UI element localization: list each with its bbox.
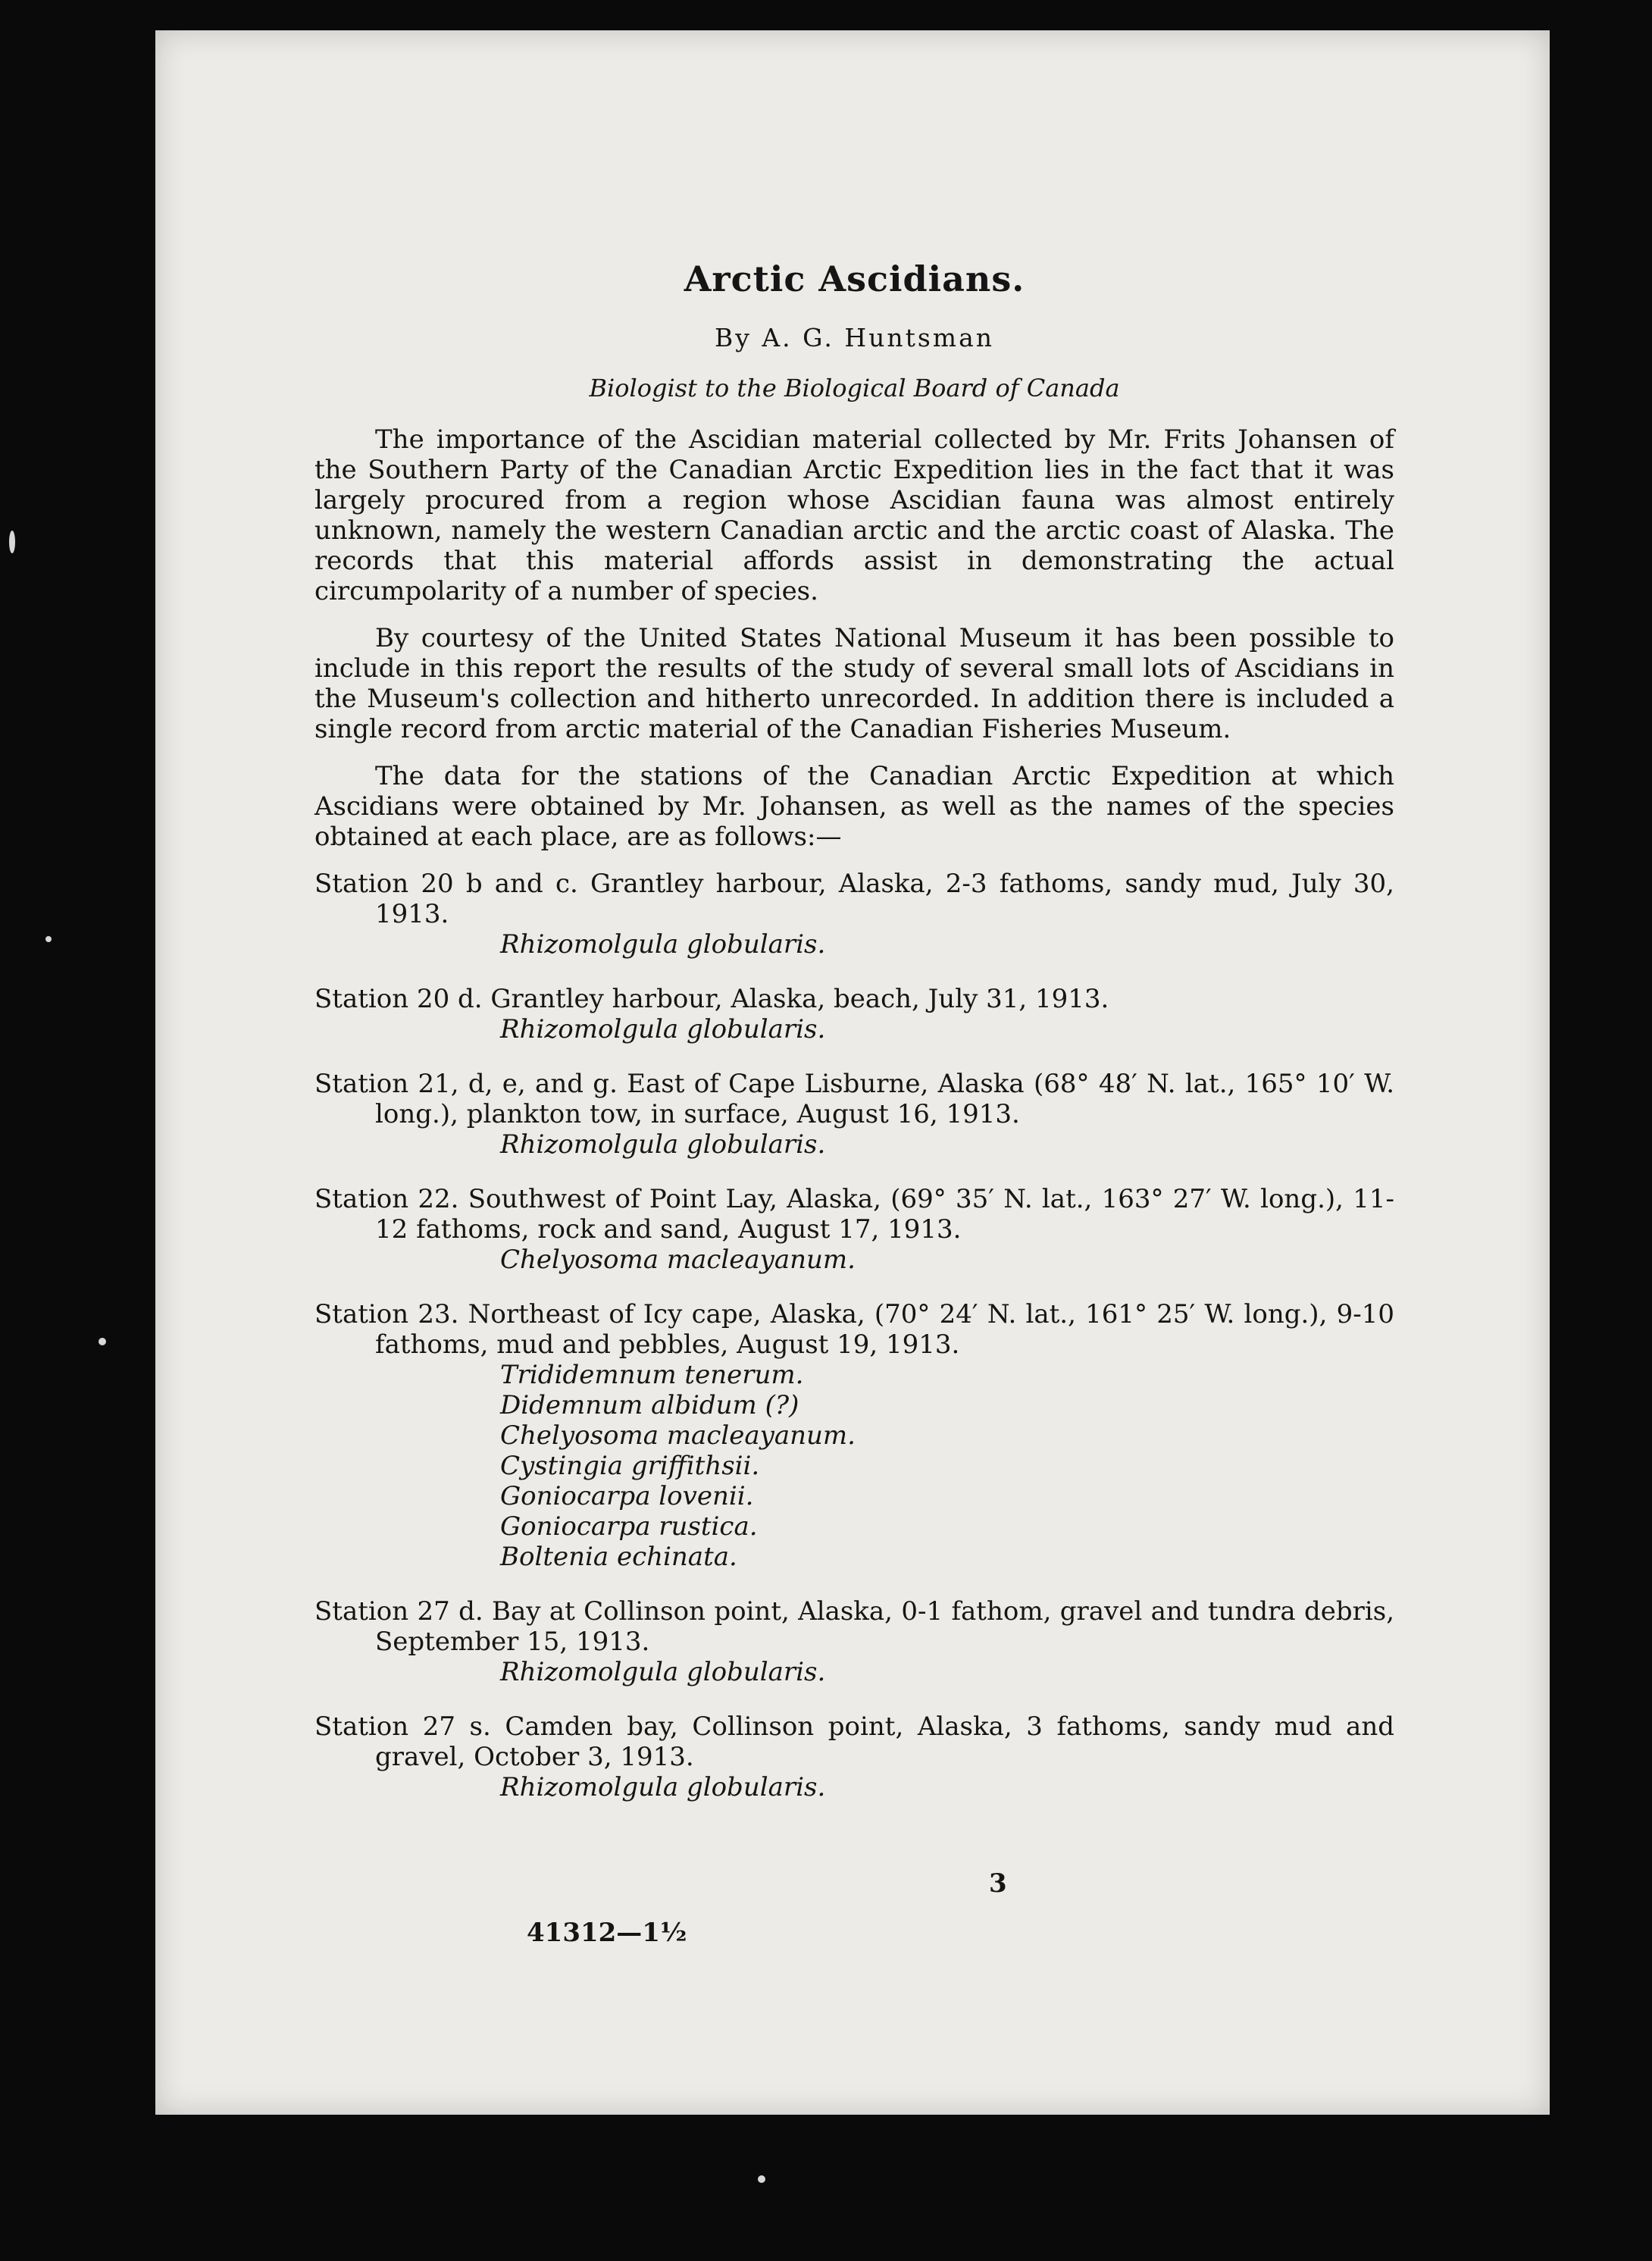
station-entry	[314, 984, 1394, 1044]
species-name: Boltenia echinata.	[500, 1542, 737, 1572]
species-name: Goniocarpa lovenii.	[500, 1481, 754, 1511]
station-entry	[314, 869, 1394, 960]
species-name: Trididemnum tenerum.	[500, 1360, 804, 1390]
station-description: Station 22. Southwest of Point Lay, Alaska, (69° 35′ N. lat., 163° 27′ W. long.), 11-12 fathoms, rock and sand, August 17, 1913.	[314, 1184, 1394, 1245]
species-name: Goniocarpa rustica.	[500, 1511, 758, 1542]
page-content	[314, 258, 1394, 1827]
dust-speck	[9, 531, 15, 553]
dust-speck	[45, 936, 52, 942]
dust-speck	[758, 2175, 765, 2183]
species-name: Rhizomolgula globularis.	[500, 929, 826, 960]
dust-speck	[99, 1338, 106, 1345]
station-description: Station 21, d, e, and g. East of Cape Lisburne, Alaska (68° 48′ N. lat., 165° 10′ W. long.), plankton tow, in surface, August 16, 1913.	[314, 1069, 1394, 1129]
document-page	[155, 30, 1550, 2115]
courtesy-paragraph: By courtesy of the United States National Museum it has been possible to include in this report the results of the study of several small lots of Ascidians in the Museum's collection and hitherto unrecorded. In addition there is included a single record from arctic material of the Canadian Fisheries Museum.	[314, 623, 1394, 744]
station-entry	[314, 1299, 1394, 1572]
species-name: Didemnum albidum (?)	[500, 1390, 799, 1420]
station-entry	[314, 1184, 1394, 1275]
stations-intro-paragraph: The data for the stations of the Canadian Arctic Expedition at which Ascidians were obtained by Mr. Johansen, as well as the names of the species obtained at each place, are as follows:—	[314, 761, 1394, 852]
species-name: Rhizomolgula globularis.	[500, 1129, 826, 1160]
station-entry	[314, 1596, 1394, 1687]
station-description: Station 20 b and c. Grantley harbour, Alaska, 2-3 fathoms, sandy mud, July 30, 1913.	[314, 869, 1394, 929]
station-entry	[314, 1069, 1394, 1160]
species-name: Chelyosoma macleayanum.	[500, 1420, 856, 1451]
species-name: Rhizomolgula globularis.	[500, 1772, 826, 1802]
article-byline: By A. G. Huntsman	[714, 323, 995, 352]
author-affiliation: Biologist to the Biological Board of Canada	[589, 374, 1120, 402]
station-description: Station 27 d. Bay at Collinson point, Alaska, 0-1 fathom, gravel and tundra debris, September 15, 1913.	[314, 1596, 1394, 1657]
station-description: Station 23. Northeast of Icy cape, Alaska, (70° 24′ N. lat., 161° 25′ W. long.), 9-10 fathoms, mud and pebbles, August 19, 1913.	[314, 1299, 1394, 1360]
station-entry	[314, 1711, 1394, 1802]
station-list	[314, 869, 1394, 1802]
print-code: 41312—1½	[527, 1918, 687, 1948]
station-description: Station 20 d. Grantley harbour, Alaska, beach, July 31, 1913.	[314, 984, 1109, 1014]
species-name: Rhizomolgula globularis.	[500, 1657, 826, 1687]
station-description: Station 27 s. Camden bay, Collinson point, Alaska, 3 fathoms, sandy mud and gravel, October 3, 1913.	[314, 1711, 1394, 1772]
article-title: Arctic Ascidians.	[684, 258, 1025, 299]
intro-paragraph: The importance of the Ascidian material collected by Mr. Frits Johansen of the Southern Party of the Canadian Arctic Expedition lies in the fact that it was largely procured from a region whose Ascidian fauna was almost entirely unknown, namely the western Canadian arctic and the arctic coast of Alaska. The records that this material affords assist in demonstrating the actual circumpolarity of a number of species.	[314, 424, 1394, 606]
species-name: Chelyosoma macleayanum.	[500, 1245, 856, 1275]
page-number: 3	[989, 1868, 1007, 1899]
species-name: Rhizomolgula globularis.	[500, 1014, 826, 1044]
species-name: Cystingia griffithsii.	[500, 1451, 760, 1481]
